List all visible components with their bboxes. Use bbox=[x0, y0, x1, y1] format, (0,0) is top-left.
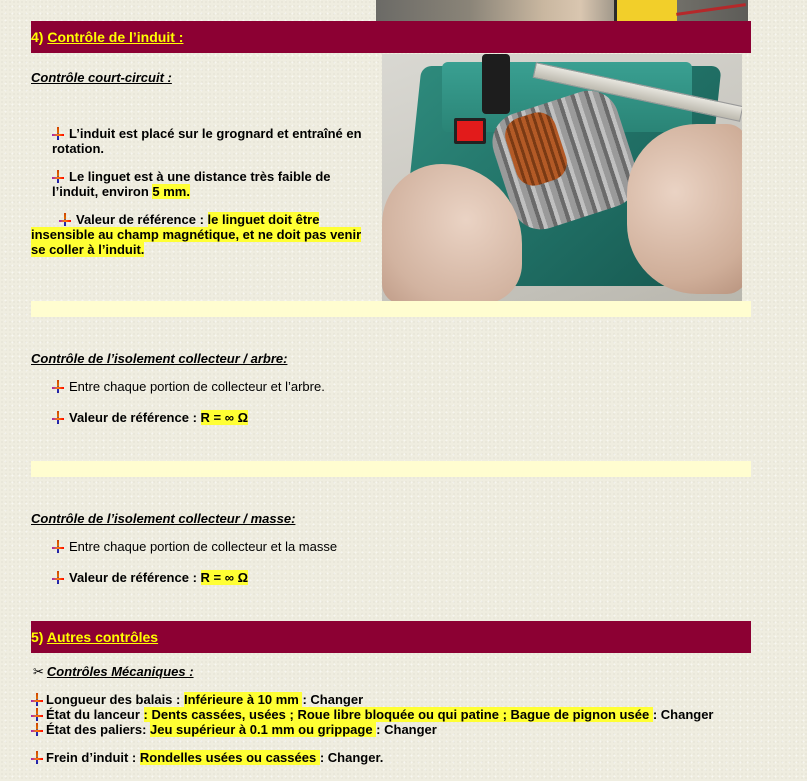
bullet-icon bbox=[52, 540, 64, 553]
section-5-banner: 5) Autres contrôles bbox=[31, 621, 751, 653]
bullet-icon bbox=[31, 723, 43, 736]
bullet-icon bbox=[31, 751, 43, 764]
bullet-icon bbox=[52, 571, 64, 584]
reference-value: le linguet doit être insensible au champ magnétique, et ne doit pas venir se coller à l’induit. bbox=[31, 212, 362, 257]
resistance-value: R = ∞ Ω bbox=[200, 570, 249, 585]
balais-row: Longueur des balais : Inférieure à 10 mm : Changer bbox=[31, 692, 363, 707]
court-circuit-reference: Valeur de référence : le linguet doit être insensible au champ magnétique, et ne doit pas venir se coller à l’induit. bbox=[31, 212, 362, 257]
isolement-arbre-item: Entre chaque portion de collecteur et l’arbre. bbox=[52, 379, 325, 394]
bullet-icon bbox=[52, 411, 64, 424]
top-photo-fragment bbox=[376, 0, 748, 21]
bullet-icon bbox=[52, 127, 64, 140]
isolement-masse-item: Entre chaque portion de collecteur et la masse bbox=[52, 539, 337, 554]
right-hand-image bbox=[627, 124, 742, 294]
distance-value: 5 mm. bbox=[152, 184, 190, 199]
section-4-banner: 4) Contrôle de l’induit : bbox=[31, 21, 751, 53]
bullet-icon bbox=[59, 213, 71, 226]
paliers-row: État des paliers: Jeu supérieur à 0.1 mm ou grippage : Changer bbox=[31, 722, 437, 737]
resistance-value: R = ∞ Ω bbox=[200, 410, 249, 425]
frein-row: Frein d’induit : Rondelles usées ou cassées : Changer. bbox=[31, 750, 383, 765]
section-4-title: Contrôle de l’induit : bbox=[47, 29, 184, 45]
court-circuit-item-2: Le linguet est à une distance très faible de l’induit, environ 5 mm. bbox=[52, 169, 331, 199]
red-switch-image bbox=[454, 118, 486, 144]
growler-handle-image bbox=[482, 54, 510, 114]
mecaniques-heading: ✂ Contrôles Mécaniques : bbox=[33, 664, 194, 679]
lanceur-row: État du lanceur : Dents cassées, usées ; Roue libre bloquée ou qui patine ; Bague de pignon usée : Changer bbox=[31, 707, 713, 722]
isolement-masse-reference: Valeur de référence : R = ∞ Ω bbox=[52, 570, 248, 585]
separator-bar bbox=[31, 461, 751, 477]
bullet-icon bbox=[52, 170, 64, 183]
growler-test-photo bbox=[382, 54, 742, 301]
isolement-arbre-reference: Valeur de référence : R = ∞ Ω bbox=[52, 410, 248, 425]
test-lead-image bbox=[676, 3, 746, 16]
isolement-masse-heading: Contrôle de l’isolement collecteur / masse: bbox=[31, 511, 296, 526]
court-circuit-heading: Contrôle court-circuit : bbox=[31, 70, 172, 85]
scissors-icon: ✂ bbox=[33, 664, 44, 679]
bullet-icon bbox=[31, 708, 43, 721]
section-5-title: Autres contrôles bbox=[46, 629, 159, 645]
multimeter-image bbox=[614, 0, 677, 21]
bullet-icon bbox=[31, 693, 43, 706]
court-circuit-item-1: L’induit est placé sur le grognard et entraîné en rotation. bbox=[52, 126, 362, 156]
bullet-icon bbox=[52, 380, 64, 393]
separator-bar bbox=[31, 301, 751, 317]
isolement-arbre-heading: Contrôle de l’isolement collecteur / arbre: bbox=[31, 351, 288, 366]
